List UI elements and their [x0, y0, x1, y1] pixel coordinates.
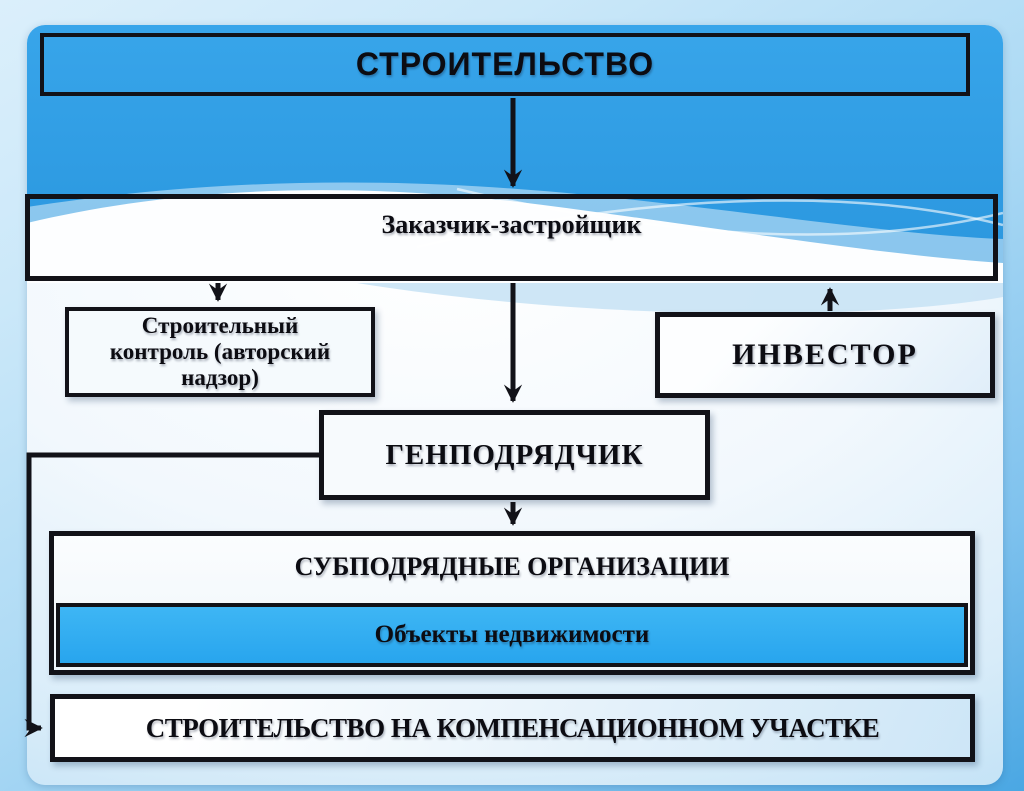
node-developer	[25, 194, 998, 281]
node-construction	[40, 33, 970, 96]
node-construction-control	[65, 307, 375, 397]
node-subcontractors	[49, 531, 975, 675]
node-general-contractor	[319, 410, 710, 500]
node-real-estate-label: Объекты недвижимости	[374, 621, 650, 648]
node-investor	[655, 312, 995, 398]
node-real-estate	[56, 603, 968, 667]
node-compensation-site-label: СТРОИТЕЛЬСТВО НА КОМПЕНСАЦИОННОМ УЧАСТКЕ	[145, 712, 880, 743]
node-investor-label: ИНВЕСТОР	[732, 338, 918, 371]
node-construction-control-label: Строительный контроль (авторский надзор)	[109, 313, 331, 390]
node-subcontractors-label: СУБПОДРЯДНЫЕ ОРГАНИЗАЦИИ	[294, 551, 730, 581]
node-developer-label: Заказчик-застройщик	[381, 209, 642, 239]
node-construction-label: СТРОИТЕЛЬСТВО	[355, 46, 655, 82]
node-general-contractor-label: ГЕНПОДРЯДЧИК	[385, 438, 644, 471]
node-compensation-site	[50, 694, 975, 762]
